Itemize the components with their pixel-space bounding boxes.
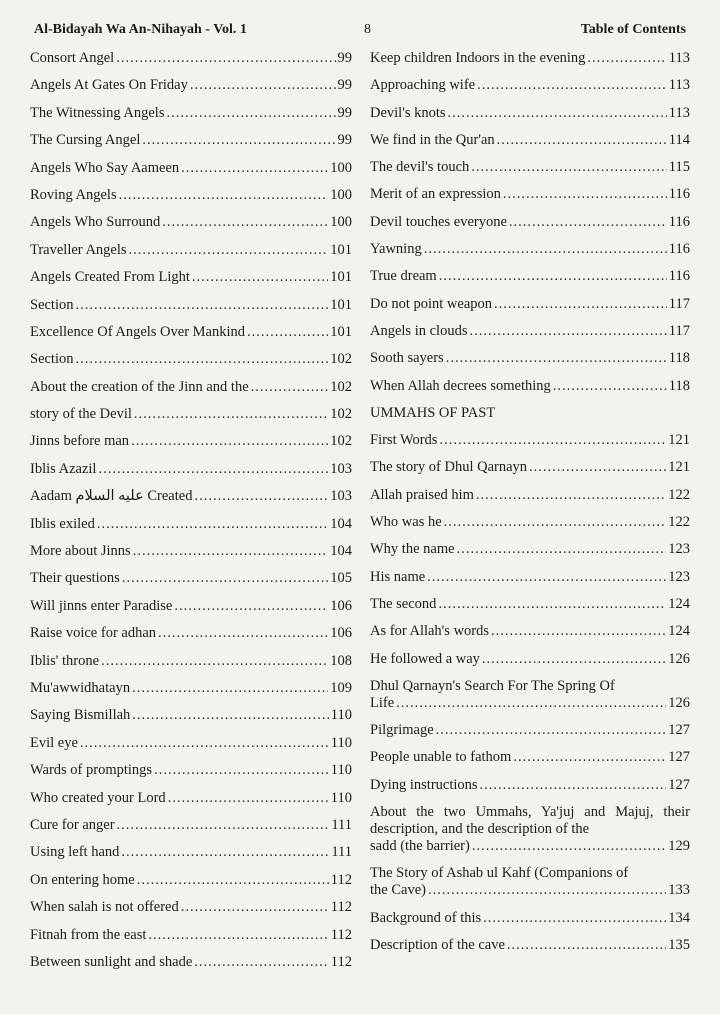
toc-entry-page: 116 — [668, 268, 690, 285]
dot-leader — [148, 927, 328, 944]
dot-leader — [480, 777, 667, 794]
toc-entry-title-lead: The Story of Ashab ul Kahf (Companions of — [370, 865, 629, 882]
toc-entry-title: Section — [30, 351, 74, 368]
toc-right-column — [370, 50, 690, 964]
dot-leader — [98, 461, 328, 478]
toc-entry-page: 99 — [337, 50, 352, 66]
toc-entry-title: Do not point weapon — [370, 295, 493, 312]
toc-entry-title: sadd (the barrier) — [370, 838, 470, 855]
toc-entry-page: 117 — [668, 295, 690, 312]
toc-entry[interactable] — [370, 722, 690, 739]
dot-leader — [97, 516, 328, 533]
toc-entry-title: Angels At Gates On Friday — [30, 77, 188, 94]
dot-leader — [428, 882, 666, 899]
toc-entry-page: 126 — [668, 694, 690, 711]
toc-entry-title: People unable to fathom — [370, 749, 512, 766]
dot-leader — [131, 433, 328, 450]
toc-entry-title: Iblis exiled — [30, 515, 95, 532]
dot-leader — [507, 937, 666, 954]
toc-entry-page: 127 — [668, 722, 690, 739]
toc-entry[interactable] — [30, 297, 352, 314]
toc-entry-page: 115 — [668, 159, 690, 176]
toc-entry-title: Sooth sayers — [370, 350, 444, 367]
dot-leader — [80, 735, 329, 752]
toc-entry[interactable] — [370, 350, 690, 367]
toc-entry-title: About the creation of the Jinn and the — [30, 378, 249, 395]
toc-entry[interactable] — [370, 214, 690, 231]
toc-entry-page: 106 — [330, 625, 352, 642]
toc-entry[interactable] — [370, 77, 690, 94]
toc-entry[interactable] — [30, 762, 352, 779]
dot-leader — [477, 77, 667, 94]
toc-entry[interactable] — [370, 777, 690, 794]
dot-leader — [76, 297, 329, 314]
toc-entry[interactable] — [30, 488, 352, 505]
toc-entry-title: Will jinns enter Paradise — [30, 597, 173, 614]
toc-entry-title: Life — [370, 694, 395, 711]
toc-entry[interactable] — [30, 707, 352, 724]
toc-entry-title: As for Allah's words — [370, 623, 490, 640]
dot-leader — [491, 623, 666, 640]
toc-entry[interactable] — [30, 160, 352, 177]
toc-entry[interactable] — [30, 105, 352, 122]
toc-entry-page: 118 — [668, 377, 690, 394]
dot-leader — [439, 268, 667, 285]
toc-entry-page: 99 — [337, 104, 352, 121]
toc-entry[interactable] — [30, 954, 352, 971]
dot-leader — [396, 695, 666, 712]
dot-leader — [587, 50, 666, 67]
toc-entry-page: 108 — [330, 652, 352, 669]
dot-leader — [513, 749, 666, 766]
dot-leader — [142, 132, 335, 149]
toc-entry[interactable] — [370, 432, 690, 449]
section-title: Table of Contents — [580, 22, 686, 37]
toc-entry-title: He followed a way — [370, 650, 480, 667]
toc-entry-title: Devil's knots — [370, 104, 446, 121]
dot-leader — [129, 242, 329, 259]
toc-entry[interactable] — [370, 186, 690, 203]
toc-entry[interactable] — [370, 459, 690, 476]
toc-entry-page: 133 — [668, 882, 690, 899]
toc-entry[interactable] — [370, 623, 690, 640]
toc-entry-title: Jinns before man — [30, 433, 130, 450]
dot-leader — [427, 569, 666, 586]
toc-entry-title: The Witnessing Angels — [30, 104, 165, 121]
toc-entry[interactable] — [370, 804, 690, 855]
dot-leader — [494, 296, 667, 313]
toc-entry-title-lead: Dhul Qarnayn's Search For The Spring Of — [370, 677, 615, 694]
dot-leader — [509, 214, 667, 231]
toc-entry-title: Description of the cave — [370, 936, 505, 953]
toc-entry-title: The devil's touch — [370, 159, 470, 176]
toc-entry[interactable] — [30, 735, 352, 752]
dot-leader — [134, 406, 328, 423]
page-number: 8 — [364, 22, 371, 37]
toc-entry-page: 116 — [668, 186, 690, 203]
toc-entry-page: 121 — [668, 432, 690, 449]
toc-entry-title: Dying instructions — [370, 776, 478, 793]
toc-entry-page: 127 — [668, 749, 690, 766]
toc-entry[interactable] — [30, 872, 352, 889]
toc-entry-page: 118 — [668, 350, 690, 367]
dot-leader — [132, 680, 328, 697]
page-header — [0, 22, 720, 44]
dot-leader — [438, 596, 666, 613]
toc-entry-title: Roving Angels — [30, 186, 117, 203]
toc-entry[interactable] — [370, 678, 690, 712]
toc-entry-title: Keep children Indoors in the evening — [370, 50, 586, 66]
toc-entry-title: Wards of promptings — [30, 762, 153, 779]
dot-leader — [122, 570, 328, 587]
toc-entry-title: Who created your Lord — [30, 789, 166, 806]
toc-entry-title: Mu'awwidhatayn — [30, 679, 131, 696]
toc-entry[interactable] — [30, 379, 352, 396]
toc-entry[interactable] — [370, 910, 690, 927]
toc-entry-title: Between sunlight and shade — [30, 953, 193, 970]
dot-leader — [444, 514, 667, 531]
toc-entry[interactable] — [370, 487, 690, 504]
dot-leader — [503, 186, 667, 203]
toc-entry-page: 113 — [668, 50, 690, 66]
toc-entry-title: Angels Who Surround — [30, 214, 161, 231]
toc-entry-page: 112 — [330, 953, 352, 970]
toc-entry-title: Yawning — [370, 241, 422, 258]
toc-entry[interactable] — [30, 927, 352, 944]
toc-entry-title: We find in the Qur'an — [370, 131, 495, 148]
dot-leader — [457, 541, 667, 558]
toc-entry-title: When Allah decrees something — [370, 377, 551, 394]
dot-leader — [132, 707, 328, 724]
toc-entry-page: 102 — [330, 433, 352, 450]
toc-entry[interactable] — [30, 653, 352, 670]
toc-entry[interactable] — [30, 214, 352, 231]
toc-entry-page: 102 — [330, 351, 352, 368]
dot-leader — [472, 838, 666, 855]
toc-entry-title: First Words — [370, 432, 438, 449]
toc-entry-title: Traveller Angels — [30, 241, 127, 258]
dot-leader — [174, 598, 328, 615]
toc-entry-page: 134 — [668, 909, 690, 926]
toc-entry-page: 110 — [330, 707, 352, 724]
toc-entry-title-lead: About the two Ummahs, Ya'juj and Majuj, their description, and the description of the — [370, 804, 690, 838]
toc-entry[interactable] — [30, 680, 352, 697]
toc-entry[interactable] — [30, 406, 352, 423]
dot-leader — [76, 351, 329, 368]
toc-section-heading: UMMAHS OF PAST — [370, 404, 496, 421]
dot-leader — [469, 323, 666, 340]
toc-entry-title: Merit of an expression — [370, 186, 501, 203]
toc-entry-page: 100 — [330, 159, 352, 176]
toc-entry-page: 122 — [668, 514, 690, 531]
dot-leader — [439, 432, 666, 449]
toc-entry-page: 112 — [330, 899, 352, 916]
toc-entry-page: 122 — [668, 486, 690, 503]
toc-entry-title: Why the name — [370, 541, 455, 558]
toc-entry-page: 100 — [330, 214, 352, 231]
toc-entry-page: 104 — [330, 543, 352, 560]
toc-entry-title: Background of this — [370, 909, 482, 926]
dot-leader — [448, 105, 667, 122]
toc-entry-page: 126 — [668, 650, 690, 667]
dot-leader — [446, 350, 667, 367]
toc-entry[interactable] — [370, 937, 690, 954]
dot-leader — [194, 488, 328, 505]
toc-entry-page: 116 — [668, 213, 690, 230]
dot-leader — [247, 324, 328, 341]
toc-entry[interactable] — [30, 433, 352, 450]
toc-entry-title: On entering home — [30, 871, 135, 888]
dot-leader — [137, 872, 329, 889]
toc-entry-page: 102 — [330, 378, 352, 395]
toc-entry-title: More about Jinns — [30, 543, 131, 560]
toc-entry-page: 110 — [330, 734, 352, 751]
dot-leader — [497, 132, 667, 149]
toc-entry-title: Fitnah from the east — [30, 926, 147, 943]
toc-entry-lastline — [370, 882, 690, 899]
toc-entry[interactable] — [370, 569, 690, 586]
dot-leader — [166, 105, 335, 122]
toc-entry-title: Cure for anger — [30, 816, 115, 833]
toc-entry-title: Raise voice for adhan — [30, 625, 157, 642]
dot-leader — [483, 910, 666, 927]
dot-leader — [154, 762, 329, 779]
toc-entry-page: 121 — [668, 459, 690, 476]
toc-entry-page: 103 — [330, 460, 352, 477]
toc-entry[interactable] — [370, 105, 690, 122]
toc-entry-page: 111 — [331, 844, 352, 861]
toc-entry-title: Their questions — [30, 570, 120, 587]
toc-left-column — [30, 50, 352, 981]
toc-entry-page: 124 — [668, 623, 690, 640]
toc-entry-page: 112 — [330, 926, 352, 943]
dot-leader — [119, 187, 329, 204]
toc-entry-page: 114 — [668, 131, 690, 148]
toc-entry-title: When salah is not offered — [30, 899, 179, 916]
toc-entry-page: 123 — [668, 568, 690, 585]
toc-entry[interactable] — [30, 844, 352, 861]
toc-entry-title: Who was he — [370, 514, 442, 531]
toc-entry-title: the Cave) — [370, 882, 426, 899]
toc-entry-page: 113 — [668, 77, 690, 94]
toc-entry-page: 101 — [330, 296, 352, 313]
toc-entry[interactable] — [30, 324, 352, 341]
toc-entry-page: 116 — [668, 241, 690, 258]
dot-leader — [181, 160, 328, 177]
toc-entry-title: The Cursing Angel — [30, 132, 141, 149]
toc-entry-title: His name — [370, 568, 426, 585]
toc-entry-page: 101 — [330, 323, 352, 340]
toc-entry-page: 117 — [668, 322, 690, 339]
toc-entry-title: Consort Angel — [30, 50, 115, 66]
toc-entry-title: story of the Devil — [30, 406, 132, 423]
dot-leader — [181, 899, 329, 916]
toc-entry-page: 110 — [330, 789, 352, 806]
toc-entry-title: Excellence Of Angels Over Mankind — [30, 323, 246, 340]
toc-entry-title: Saying Bismillah — [30, 707, 131, 724]
toc-entry-page: 101 — [330, 269, 352, 286]
dot-leader — [133, 543, 329, 560]
dot-leader — [116, 50, 335, 67]
toc-entry-page: 105 — [330, 570, 352, 587]
toc-entry-page: 101 — [330, 241, 352, 258]
toc-entry[interactable] — [370, 514, 690, 531]
toc-entry[interactable] — [370, 651, 690, 668]
toc-entry[interactable] — [30, 899, 352, 916]
toc-entry-title: Iblis Azazil — [30, 460, 97, 477]
toc-entry-page: 129 — [668, 838, 690, 855]
toc-entry-page: 102 — [330, 406, 352, 423]
toc-entry[interactable] — [370, 323, 690, 340]
toc-entry-title: Aadam عليه السلام Created — [30, 488, 193, 505]
toc-entry-page: 106 — [330, 597, 352, 614]
toc-entry[interactable] — [30, 351, 352, 368]
toc-entry-title: Angels in clouds — [370, 322, 468, 339]
toc-entry[interactable] — [30, 625, 352, 642]
dot-leader — [553, 378, 667, 395]
toc-entry-page: 135 — [668, 936, 690, 953]
toc-entry-title: Iblis' throne — [30, 652, 100, 669]
toc-entry[interactable] — [370, 378, 690, 395]
toc-entry-page: 124 — [668, 595, 690, 612]
dot-leader — [482, 651, 666, 668]
toc-entry[interactable] — [370, 596, 690, 613]
toc-entry[interactable] — [30, 570, 352, 587]
toc-entry-page: 99 — [337, 77, 352, 94]
toc-entry[interactable] — [370, 241, 690, 258]
dot-leader — [471, 159, 667, 176]
toc-entry[interactable] — [370, 296, 690, 313]
toc-entry-page: 112 — [330, 871, 352, 888]
toc-entry-title: Pilgrimage — [370, 722, 434, 739]
toc-entry-title: Allah praised him — [370, 486, 474, 503]
toc-entry[interactable] — [370, 749, 690, 766]
toc-entry[interactable] — [30, 242, 352, 259]
toc-entry[interactable] — [30, 50, 352, 67]
toc-entry[interactable] — [30, 598, 352, 615]
dot-leader — [121, 844, 329, 861]
toc-entry-title: Section — [30, 296, 74, 313]
dot-leader — [162, 214, 328, 231]
toc-entry[interactable] — [370, 132, 690, 149]
dot-leader — [251, 379, 329, 396]
toc-entry-page: 103 — [330, 488, 352, 505]
toc-entry-lastline — [370, 838, 690, 855]
dot-leader — [192, 269, 328, 286]
dot-leader — [101, 653, 328, 670]
toc-entry[interactable] — [30, 187, 352, 204]
toc-entry-title: The story of Dhul Qarnayn — [370, 459, 528, 476]
toc-entry[interactable] — [30, 516, 352, 533]
book-title: Al-Bidayah Wa An-Nihayah - Vol. 1 — [34, 22, 247, 37]
toc-entry-page: 100 — [330, 186, 352, 203]
toc-entry-title: Angels Created From Light — [30, 269, 190, 286]
toc-entry-page: 99 — [337, 132, 352, 149]
dot-leader — [476, 487, 666, 504]
toc-entry-page: 113 — [668, 104, 690, 121]
dot-leader — [424, 241, 667, 258]
toc-entry[interactable] — [30, 132, 352, 149]
toc-entry-title: Devil touches everyone — [370, 213, 507, 230]
toc-entry-title: Angels Who Say Aameen — [30, 159, 180, 176]
dot-leader — [117, 817, 330, 834]
toc-entry[interactable] — [30, 790, 352, 807]
toc-entry[interactable] — [30, 543, 352, 560]
dot-leader — [168, 790, 329, 807]
toc-entry[interactable] — [30, 77, 352, 94]
toc-entry[interactable] — [370, 159, 690, 176]
toc-entry-page: 104 — [330, 515, 352, 532]
toc-entry-title: Using left hand — [30, 844, 120, 861]
toc-entry-page: 127 — [668, 776, 690, 793]
toc-entry-title: True dream — [370, 268, 437, 285]
dot-leader — [194, 954, 328, 971]
toc-entry-title: Approaching wife — [370, 77, 476, 94]
toc-entry-page: 110 — [330, 762, 352, 779]
toc-entry-page: 123 — [668, 541, 690, 558]
dot-leader — [158, 625, 328, 642]
toc-entry[interactable] — [370, 541, 690, 558]
toc-entry-page: 109 — [330, 679, 352, 696]
toc-entry-page: 111 — [331, 816, 352, 833]
toc-entry[interactable] — [370, 50, 690, 67]
toc-entry[interactable] — [370, 865, 690, 899]
toc-entry[interactable] — [370, 268, 690, 285]
dot-leader — [436, 722, 667, 739]
dot-leader — [190, 77, 336, 94]
toc-entry-lastline — [370, 695, 690, 712]
toc-entry-title: The second — [370, 595, 437, 612]
dot-leader — [529, 459, 666, 476]
toc-entry[interactable] — [30, 817, 352, 834]
toc-entry[interactable] — [30, 461, 352, 478]
toc-entry[interactable] — [30, 269, 352, 286]
toc-entry-title: Evil eye — [30, 734, 78, 751]
